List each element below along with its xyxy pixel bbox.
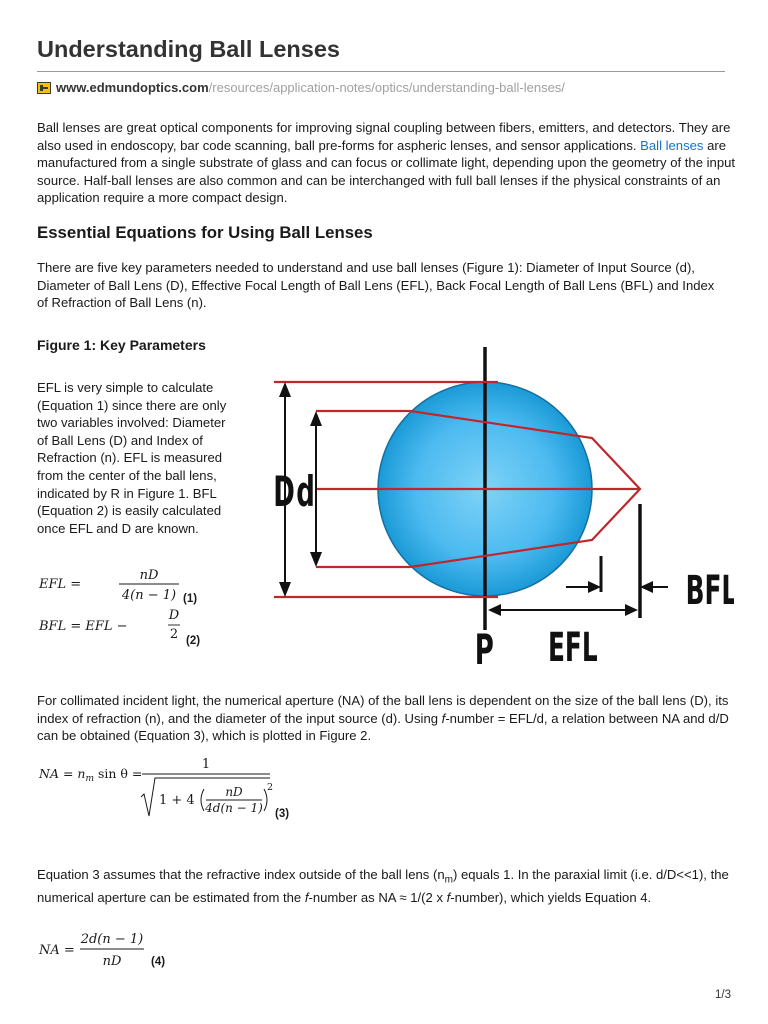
label-D: D	[273, 468, 295, 517]
efl-description: EFL is very simple to calculate (Equation 1) since there are only two variables involved: Diameter of Ball Lens (D) and Index of Refraction (n). EFL is measured from the center of the ball lens, indicated by R in Figure 1. BFL (Equation 2) is easily calculated once EFL and D are known.	[37, 380, 227, 536]
equation-3	[37, 753, 337, 823]
eq3-lhs: NA = $n_m$ sin θ =	[39, 766, 143, 784]
source-path[interactable]: /resources/application-notes/optics/understanding-ball-lenses/	[208, 80, 565, 95]
eq1-numerator: nD	[139, 568, 159, 583]
bookmark-icon	[37, 82, 51, 94]
source-domain[interactable]: www.edmundoptics.com	[56, 80, 209, 95]
equation-1	[37, 562, 237, 605]
parameters-paragraph: There are five key parameters needed to understand and use ball lenses (Figure 1): Diameter of Input Source (d), Diameter of Ball Lens (D), Effective Focal Length of Ball Lens (EFL), Back Focal Length of Ball Lens (BFL) and Index of Refraction of Ball Lens (n).	[37, 260, 715, 311]
paraxial-paragraph: Equation 3 assumes that the refractive index outside of the ball lens $(n_m)$ equals 1. In the paraxial limit (i.e. d/D<<1), the numerical aperture can be estimated from the f-number as NA ≈ 1/(2 x f-number), which yields Equation 4.	[37, 867, 729, 906]
page-title: Understanding Ball Lenses	[37, 36, 340, 62]
section-heading: Essential Equations for Using Ball Lenses	[37, 223, 373, 242]
eq3-inner-denominator: 4d(n − 1)	[205, 801, 263, 815]
label-EFL: EFL	[547, 623, 598, 670]
eq4-numerator: 2d(n − 1)	[80, 932, 144, 947]
eq3-inner-numerator: nD	[225, 785, 243, 799]
eq2-numerator: D	[168, 608, 180, 623]
eq2-number: (2)	[186, 635, 201, 647]
figure-heading: Figure 1: Key Parameters	[37, 337, 206, 353]
eq4-lhs: NA =	[39, 943, 75, 958]
label-P: P	[474, 626, 494, 670]
intro-paragraph: Ball lenses are great optical components for improving signal coupling between fibers, emitters, and detectors. They are also used in endoscopy, bar code scanning, ball pre-forms for aspheric lenses, and sensor applications. Ball lenses are manufactured from a single substrate of glass and can focus or collimate light, depending upon the geometry of the input source. Half-ball lenses are also common and can be interchanged with full ball lenses if the physical constraints of an application require a more compact design.	[37, 120, 736, 206]
eq3-numerator: 1	[201, 757, 211, 772]
eq1-denominator: 4(n − 1)	[121, 588, 177, 603]
equation-2	[37, 605, 237, 645]
source-line	[37, 80, 565, 95]
ball-lenses-link[interactable]: Ball lenses	[640, 137, 704, 153]
eq2-denominator: 2	[169, 627, 179, 642]
eq3-power: 2	[267, 782, 274, 793]
eq2-lhs: BFL = EFL −	[39, 619, 128, 634]
equation-4	[37, 928, 237, 972]
ball-lens-diagram	[264, 344, 734, 675]
eq3-number: (3)	[275, 808, 290, 820]
eq1-number: (1)	[183, 593, 198, 605]
eq4-number: (4)	[151, 956, 166, 968]
na-paragraph: For collimated incident light, the numerical aperture (NA) of the ball lens is dependent on the size of the ball lens (D), its index of refraction (n), and the diameter of the input source (d). Using f-number = EFL/d, a relation between NA and d/D can be obtained (Equation 3), which is plotted in Figure 2.	[37, 693, 729, 744]
title-divider	[37, 71, 725, 72]
label-BFL: BFL	[685, 566, 734, 614]
eq4-denominator: nD	[102, 954, 122, 969]
page-number: 1/3	[715, 989, 731, 1001]
eq1-lhs: EFL =	[39, 577, 82, 592]
eq3-root-prefix: 1 + 4	[159, 793, 195, 808]
label-d: d	[296, 468, 315, 517]
